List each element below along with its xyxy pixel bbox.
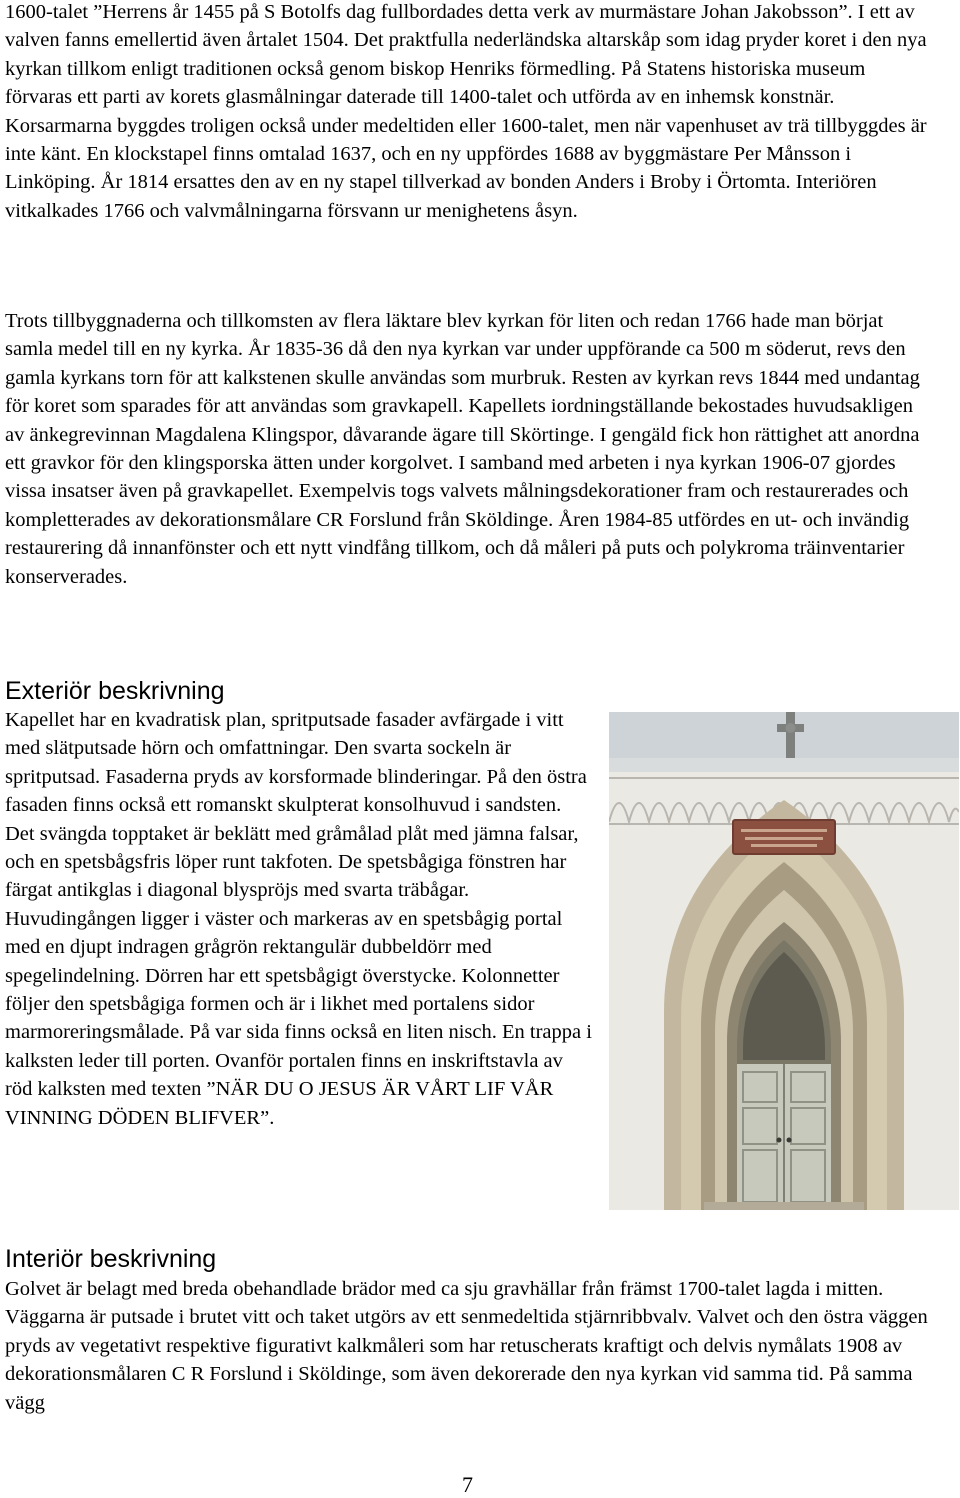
exterior-description: Kapellet har en kvadratisk plan, spritputsade fasader avfärgade i vitt med slätputsade hörn och omfattningar. Den svarta sockeln är spritputsad. Fasaderna pryds av korsformade blinderingar. På den östra fasaden finns också ett romanskt skulpterat konsolhuvud i sandsten. Det svängda topptaket är beklätt med gråmålad plåt med jämna falsar, och en spetsbågsfris löper runt takfoten. De spetsbågiga fönstren har färgat antikglas i diagonal blyspröjs med svarta träbågar. Huvudingången ligger i väster och markeras av en spetsbågig portal med en djupt indragen grågrön rektangulär dubbeldörr med spegelindelning. Dörren har ett spetsbågigt överstycke. Kolonnetter följer den spetsbågiga formen och är i likhet med portalens sidor marmoreringsmålade. På var sida finns också en liten nisch. En trappa i kalksten leder till porten. Ovanför portalen finns en inskriftstavla av röd kalksten med texten ”NÄR DU O JESUS ÄR VÅRT LIF VÅR VINNING DÖDEN BLIFVER”. (5, 709, 592, 1129)
page-number: 7 (462, 1472, 473, 1497)
history-paragraph-1: 1600-talet ”Herrens år 1455 på S Botolfs dag fullbordades detta verk av murmästare Johan Jakobsson”. I ett av valven fanns emellertid även årtalet 1504. Det praktfulla nederländska altarskåp som idag pryder koret i den nya kyrkan tillkom enligt traditionen också genom biskop Henriks förmedling. På Statens historiska museum förvaras ett parti av korets glasmålningar daterade till 1400-talet och utförda av en inhemsk konstnär. Korsarmarna byggdes troligen också under medeltiden eller 1600-talet, men när vapenhuset av trä tillbyggdes är inte känt. En klockstapel finns omtalad 1637, och en ny uppfördes 1688 av byggmästare Per Månsson i Linköping. År 1814 ersattes den av en ny stapel tillverkad av bonden Anders i Broby i Örtomta. Interiören vitkalkades 1766 och valvmålningarna försvann ur menighetens åsyn. (5, 1, 927, 222)
interior-heading: Interiör beskrivning (5, 1245, 217, 1273)
chapel-portal-photo (609, 712, 959, 1210)
exterior-heading: Exteriör beskrivning (5, 677, 225, 705)
interior-description: Golvet är belagt med breda obehandlade brädor med ca sju gravhällar från främst 1700-talet lagda i mitten. Väggarna är putsade i brutet vitt och taket utgörs av ett senmedeltida stjärnribbvalv. Valvet och den östra väggen pryds av vegetativt respektive figurativt kalkmåleri som har retuscherats kraftigt och delvis nymålats 1908 av dekorationsmålaren C R Forslund i Sköldinge, som även dekorerade den nya kyrkan vid samma tid. På samma vägg (5, 1278, 928, 1414)
history-paragraph-2: Trots tillbyggnaderna och tillkomsten av flera läktare blev kyrkan för liten och redan 1766 hade man börjat samla medel till en ny kyrka. År 1835-36 då den nya kyrkan var under uppförande ca 500 m söderut, revs den gamla kyrkans torn för att kalkstenen skulle användas som murbruk. Resten av kyrkan revs 1844 med undantag för koret som sparades för att användas som gravkapell. Kapellets iordningställande bekostades huvudsakligen av änkegrevinnan Magdalena Klingspor, dåvarande ägare till Skörtinge. I gengäld fick hon rättighet att anordna ett gravkor för den klingsporska ätten under korgolvet. I samband med arbeten i nya kyrkan 1906-07 gjordes vissa insatser även på gravkapellet. Exempelvis togs valvets målningsdekorationer fram och restaurerades och kompletterades av dekorationsmålare CR Forslund från Sköldinge. Åren 1984-85 utfördes en ut- och invändig restaurering då innanfönster och ett nytt vindfång tillkom, och då måleri på puts och polykroma träinventarier konserverades. (5, 310, 920, 588)
inscription-plaque (733, 820, 835, 854)
